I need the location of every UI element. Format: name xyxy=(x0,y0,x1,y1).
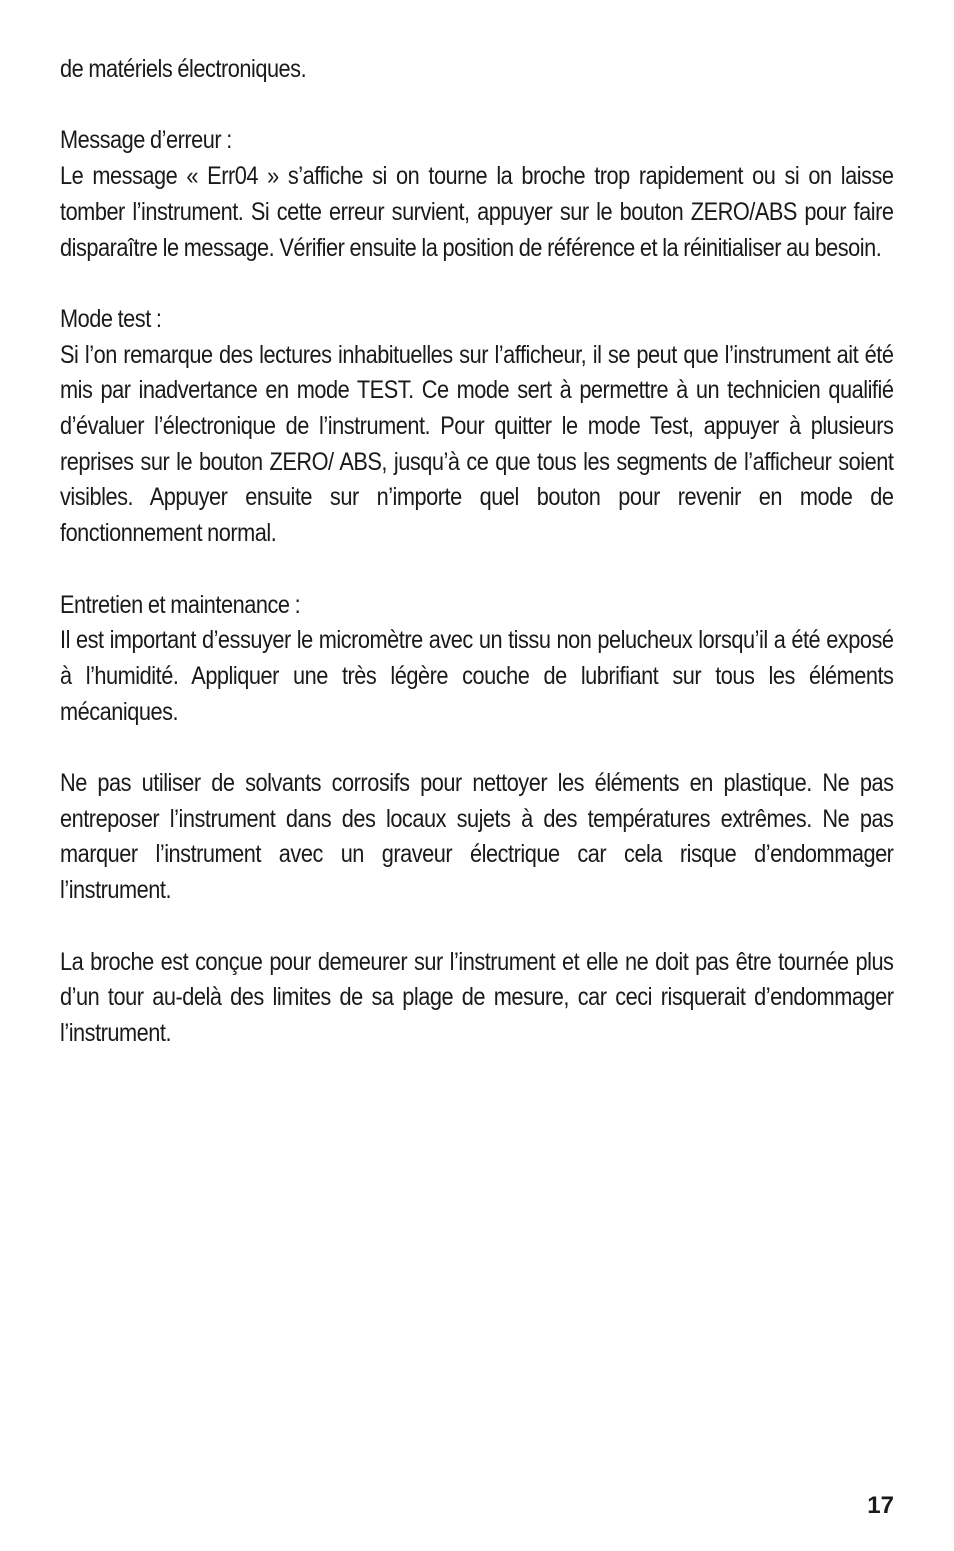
paragraph-continuation: de matériels électroniques. xyxy=(60,55,307,83)
document-body xyxy=(60,52,894,1052)
paragraph-test-mode: Si l’on remarque des lectures inhabituelles sur l’afficheur, il se peut que l’instrument ait été mis par inadvertance en mode TEST. Ce mode sert à permettre à un technicien qualifié d’évaluer l’électronique de l’instrument. Pour quitter le mode Test, appuyer à plusieurs reprises sur le bouton ZERO/ ABS, jusqu’à ce que tous les segments de l’afficheur soient visibles. Appuyer ensuite sur n’importe quel bouton pour revenir en mode de fonctionnement normal. xyxy=(60,340,894,548)
page-number: 17 xyxy=(867,1492,894,1519)
paragraph-gap xyxy=(60,552,894,588)
section-heading-test-mode: Mode test : xyxy=(60,304,162,333)
paragraph-gap xyxy=(60,730,894,766)
paragraph-gap xyxy=(60,909,894,945)
section-heading-error-message: Message d’erreur : xyxy=(60,126,232,155)
paragraph-gap xyxy=(60,88,894,124)
paragraph-maintenance: Il est important d’essuyer le micromètre avec un tissu non pelucheux lorsqu’il a été exposé à l’humidité. Appliquer une très légère couche de lubrifiant sur tous les éléments mécaniques. xyxy=(60,626,894,726)
section-heading-maintenance: Entretien et maintenance : xyxy=(60,590,301,619)
paragraph-gap xyxy=(60,266,894,302)
paragraph-spindle-warning: La broche est conçue pour demeurer sur l’instrument et elle ne doit pas être tournée plus d’un tour au-delà des limites de sa plage de mesure, car ceci risquerait d’endommager l’instrument. xyxy=(60,947,894,1047)
paragraph-error-message: Le message « Err04 » s’affiche si on tourne la broche trop rapidement ou si on laisse tomber l’instrument. Si cette erreur survient, appuyer sur le bouton ZERO/ABS pour faire disparaître le message. Vérifier ensuite la position de référence et la réinitialiser au besoin. xyxy=(60,162,894,262)
paragraph-solvents-warning: Ne pas utiliser de solvants corrosifs pour nettoyer les éléments en plastique. Ne pas entreposer l’instrument dans des locaux sujets à des températures extrêmes. Ne pas marquer l’instrument avec un graveur électrique car cela risque d’endommager l’instrument. xyxy=(60,769,894,905)
